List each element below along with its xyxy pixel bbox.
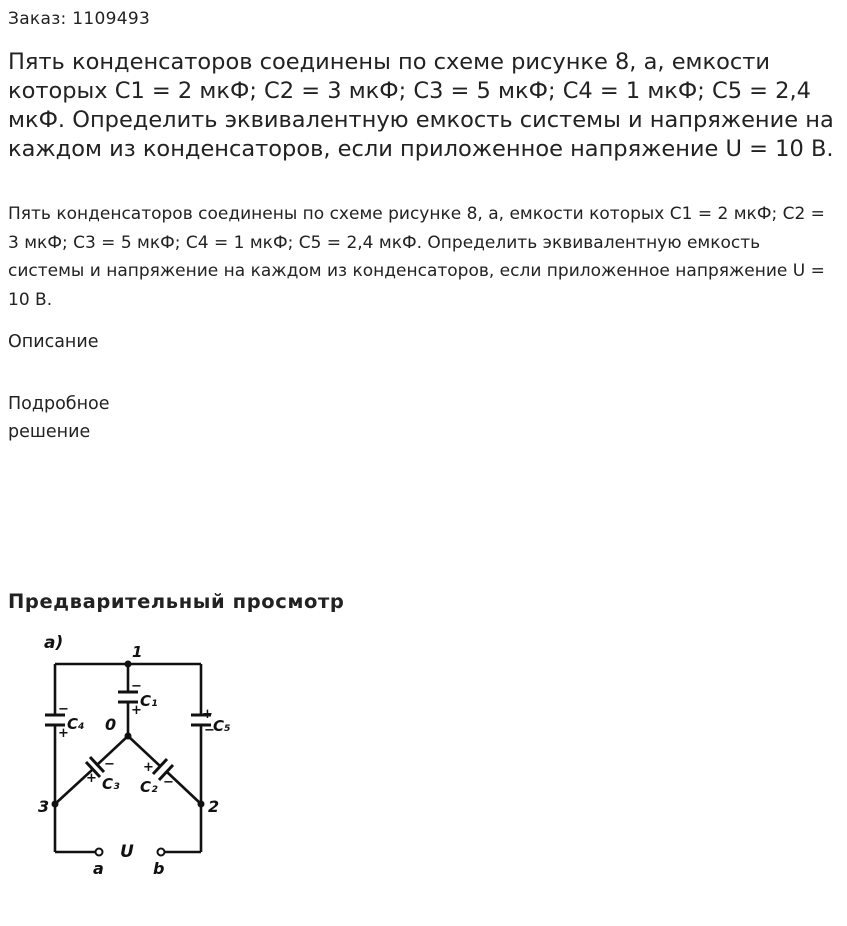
c3-plus: +	[86, 771, 97, 786]
circuit-diagram	[30, 626, 250, 886]
node-1-label: 1	[132, 643, 143, 661]
c2-label: C₂	[140, 778, 158, 796]
solution-heading: Подробное решение	[8, 394, 110, 442]
c2-minus: −	[163, 775, 174, 790]
node-2-label: 2	[208, 797, 220, 816]
terminal-a-label: a	[93, 859, 104, 878]
c4-minus: −	[58, 702, 69, 717]
terminal-b-dot	[158, 849, 165, 856]
terminal-b-label: b	[153, 859, 165, 878]
c2-plus: +	[143, 760, 154, 775]
preview-heading: Предварительный просмотр	[8, 590, 345, 613]
node-1-dot	[125, 661, 132, 668]
node-3-dot	[52, 801, 59, 808]
figure-label: а)	[44, 633, 64, 653]
voltage-label: U	[120, 842, 134, 862]
c4-label: C₄	[67, 715, 85, 733]
c5-label: C₅	[213, 717, 231, 735]
order-number: Заказ: 1109493	[8, 9, 151, 29]
node-0-dot	[125, 733, 132, 740]
c3-minus: −	[104, 757, 115, 772]
node-2-dot	[198, 801, 205, 808]
c1-label: C₁	[140, 692, 158, 710]
c1-plus: +	[131, 703, 142, 718]
node-0-label: 0	[105, 715, 117, 734]
c3-label: C₃	[102, 775, 120, 793]
c4-plus: +	[58, 726, 69, 741]
task-description: Пять конденсаторов соединены по схеме рисунке 8, а, емкости которых С1 = 2 мкФ; С2 = 3 мкФ; С3 = 5 мкФ; С4 = 1 мкФ; С5 = 2,4 мкФ. Определить эквивалентную емкость системы и напряжение на каждом из конденсаторов, если приложенное напряжение U = 10 В.	[8, 204, 825, 310]
c5-plus: +	[202, 707, 213, 722]
c5-minus: −	[204, 723, 215, 738]
page-title: Пять конденсаторов соединены по схеме рисунке 8, а, емкости которых С1 = 2 мкФ; С2 = 3 мкФ; С3 = 5 мкФ; С4 = 1 мкФ; С5 = 2,4 мкФ. Определить эквивалентную емкость системы и напряжение на каждом из конденсаторов, если приложенное напряжение U = 10 В.	[8, 49, 834, 162]
c1-minus: −	[131, 679, 142, 694]
node-3-label: 3	[38, 797, 50, 816]
terminal-a-dot	[96, 849, 103, 856]
description-heading: Описание	[8, 332, 99, 352]
